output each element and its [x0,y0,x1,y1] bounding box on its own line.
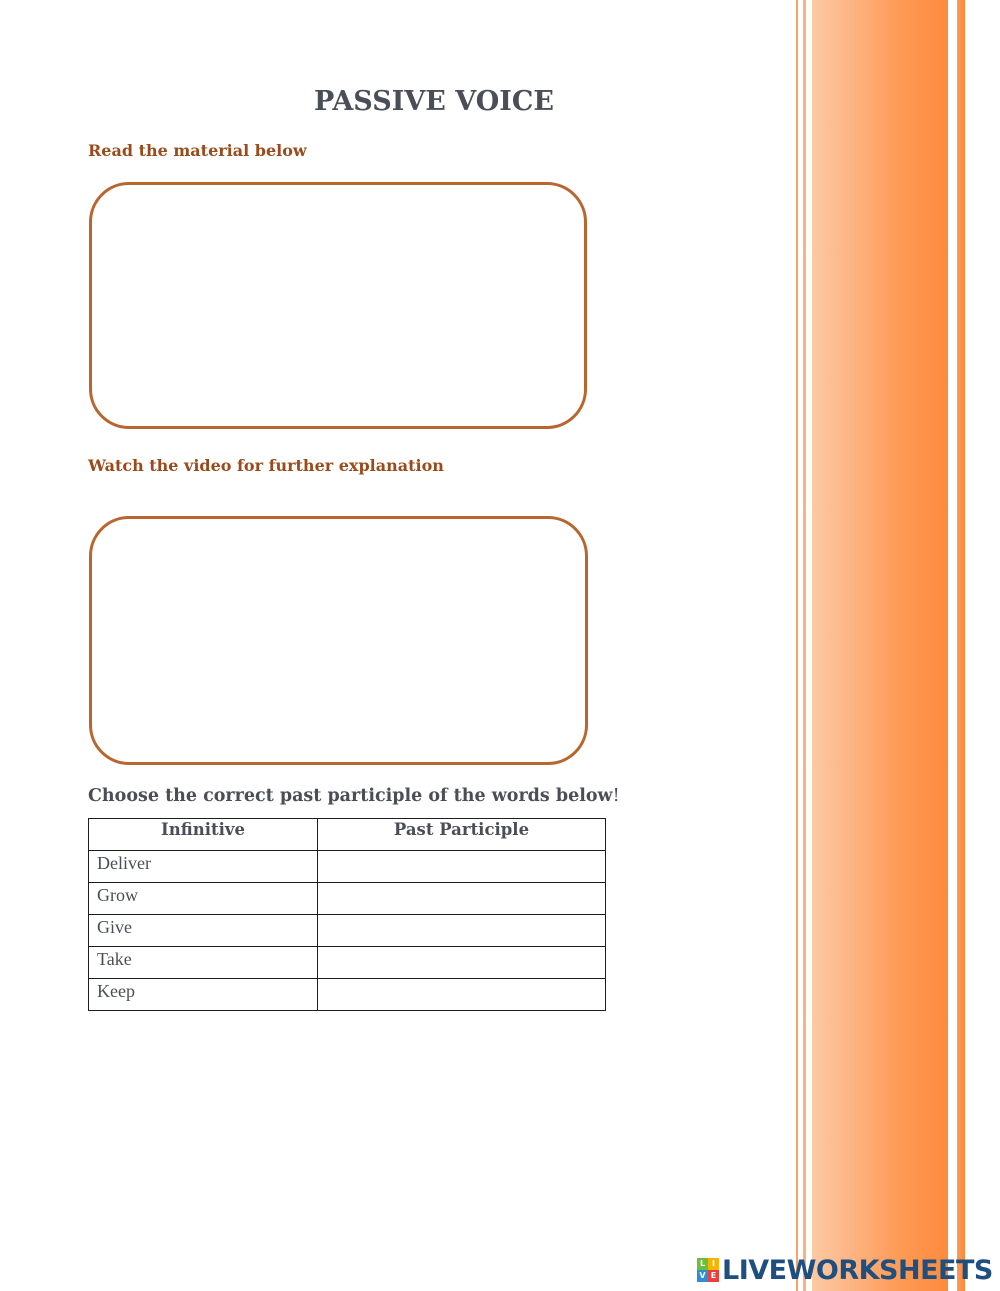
past-participle-answer-cell[interactable] [318,883,606,915]
logo-mark-letter: E [708,1270,719,1282]
liveworksheets-logo [697,1253,993,1287]
logo-mark-letter: I [708,1258,719,1270]
logo-mark-letter: L [697,1258,708,1270]
past-participle-answer-cell[interactable] [318,851,606,883]
logo-mark-letter: V [697,1270,708,1282]
liveworksheets-logo-icon [697,1258,719,1282]
exercise-instruction [88,786,620,806]
reading-material-box[interactable] [89,182,587,429]
infinitive-cell: Keep [89,979,318,1011]
table-row [89,851,606,883]
infinitive-cell: Deliver [89,851,318,883]
past-participle-answer-cell[interactable] [318,947,606,979]
past-participle-answer-cell[interactable] [318,979,606,1011]
read-material-heading: Read the material below [88,141,307,160]
column-header-infinitive: Infinitive [89,819,318,851]
decorative-stripe-thin [796,0,798,1291]
video-box[interactable] [89,516,588,765]
exercise-instruction-text: Choose the correct past participle of the words below [88,786,613,806]
table-row [89,947,606,979]
table-row [89,883,606,915]
logo-text: LIVEWORKSHEETS [722,1254,993,1286]
watch-video-heading: Watch the video for further explanation [88,456,444,475]
page-title: PASSIVE VOICE [314,86,554,117]
decorative-stripe-right [957,0,965,1291]
table-row [89,915,606,947]
infinitive-cell: Grow [89,883,318,915]
decorative-stripe-thin [803,0,806,1291]
column-header-past-participle: Past Participle [318,819,606,851]
infinitive-cell: Give [89,915,318,947]
decorative-orange-band [812,0,948,1291]
infinitive-cell: Take [89,947,318,979]
table-header-row [89,819,606,851]
exercise-instruction-punct: ! [612,786,620,806]
table-row [89,979,606,1011]
past-participle-answer-cell[interactable] [318,915,606,947]
participle-table [88,818,606,1011]
